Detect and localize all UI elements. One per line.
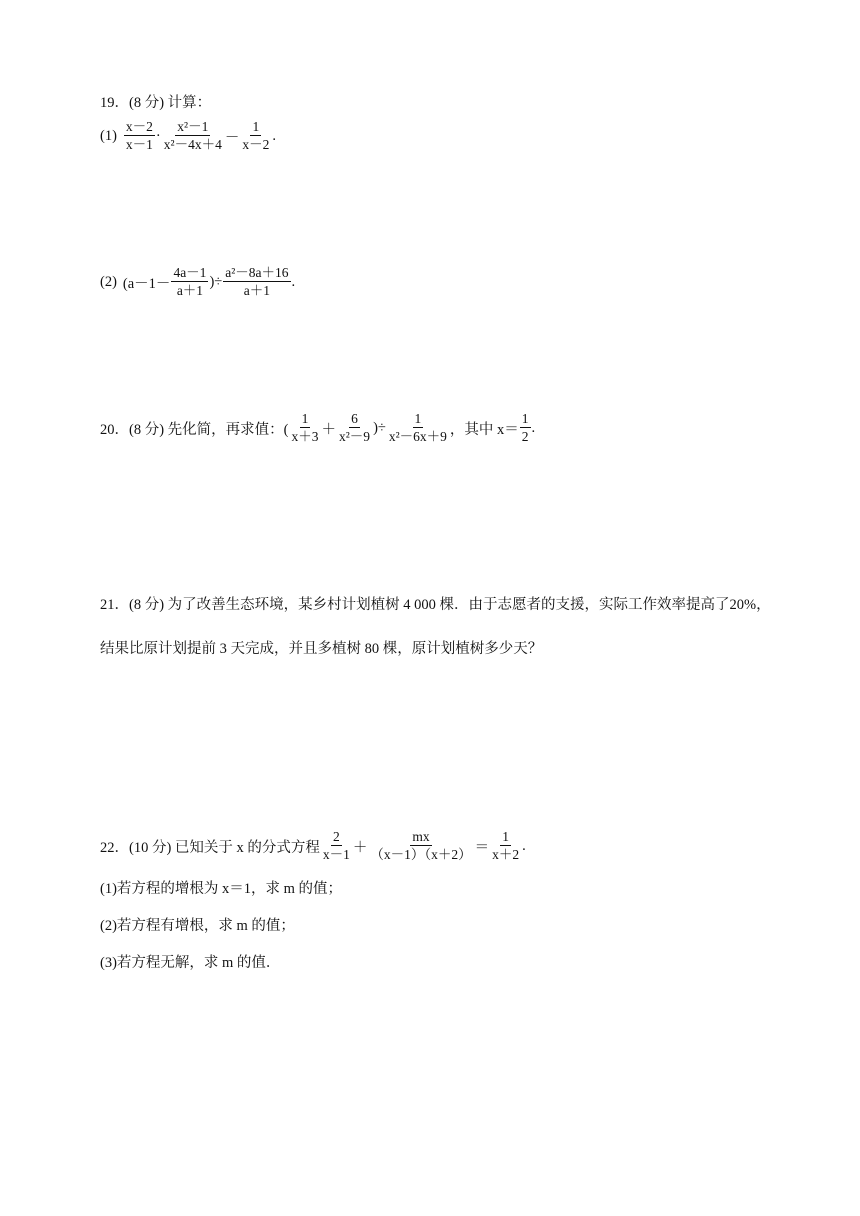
period: .: [522, 837, 526, 854]
q22: [100, 830, 526, 862]
q22-prefix: 22．(10 分) 已知关于 x 的分式方程: [100, 839, 320, 856]
q22-item-1: (1)若方程的增根为 x＝1，求 m 的值；: [100, 881, 343, 897]
q20-fraction-4: [520, 412, 531, 444]
q22-item-2: (2)若方程有增根，求 m 的值；: [100, 918, 295, 934]
q19-p1-fraction-1: [124, 120, 155, 152]
numerator: 1: [413, 412, 424, 428]
q19-header: [100, 91, 211, 112]
q19-p2-prefix: (a－1－: [122, 275, 171, 292]
q19-p2-label: (2): [100, 273, 117, 290]
plus-sign: ＋: [321, 421, 336, 438]
q22-fraction-1: [321, 830, 352, 862]
q20-condition: ，其中 x＝: [449, 421, 519, 438]
denominator: x＋2: [492, 847, 520, 863]
q20-fraction-3: [387, 412, 449, 444]
q19-p2-fraction-2: [223, 266, 290, 298]
q19-p1-fraction-3: [240, 120, 271, 152]
q19-part2: [100, 266, 295, 298]
q20-fraction-2: [337, 412, 372, 444]
q19-p1-label: (1): [100, 127, 117, 144]
denominator: a＋1: [176, 283, 204, 299]
denominator: x²－9: [339, 429, 371, 445]
q21-text: 21．(8 分) 为了改善生态环境，某乡村计划植树 4 000 棵．由于志愿者的支援，实际工作效率提高了20%，结果比原计划提前 3 天完成，并且多植树 80 棵，原计划植树多少天？: [100, 597, 771, 657]
numerator: 1: [520, 412, 531, 428]
numerator: 1: [250, 120, 261, 136]
q20-fraction-1: [290, 412, 321, 444]
numerator: 2: [331, 830, 342, 846]
q22-fraction-2: [368, 830, 473, 862]
q19-p1-fraction-2: [162, 120, 224, 152]
divide-sign: )÷: [209, 273, 223, 290]
denominator: x²－6x＋9: [388, 429, 447, 445]
plus-sign: ＋: [352, 839, 368, 856]
q19-p2-fraction-1: [171, 266, 208, 298]
q22-item-3: (3)若方程无解，求 m 的值．: [100, 955, 281, 971]
denominator: x－2: [242, 137, 270, 153]
denominator: x－1: [322, 847, 350, 863]
divide-sign: )÷: [373, 419, 386, 436]
denominator: 2: [521, 429, 529, 445]
numerator: 1: [500, 830, 511, 846]
denominator: x＋3: [291, 429, 319, 445]
q19-part1: [100, 120, 276, 152]
numerator: a²－8a＋16: [223, 266, 290, 282]
minus-sign: －: [224, 129, 240, 146]
q20-prefix: 20．(8 分) 先化简，再求值：(: [100, 421, 289, 438]
numerator: x²－1: [175, 120, 210, 136]
numerator: mx: [410, 830, 431, 846]
denominator: x－1: [125, 137, 153, 153]
period: .: [531, 419, 536, 436]
period: .: [272, 127, 276, 144]
numerator: 6: [349, 412, 360, 428]
denominator: x²－4x＋4: [163, 137, 222, 153]
equals-sign: ＝: [474, 839, 490, 856]
period: .: [291, 273, 296, 290]
q22-fraction-3: [490, 830, 521, 862]
denominator: （x－1）（x＋2）: [370, 847, 472, 863]
q20: [100, 412, 535, 444]
q19-header-text: 19．(8 分) 计算：: [100, 95, 212, 111]
numerator: x－2: [124, 120, 155, 136]
numerator: 4a－1: [171, 266, 208, 282]
multiply-dot: ·: [155, 127, 161, 144]
numerator: 1: [300, 412, 311, 428]
denominator: a＋1: [243, 283, 270, 299]
